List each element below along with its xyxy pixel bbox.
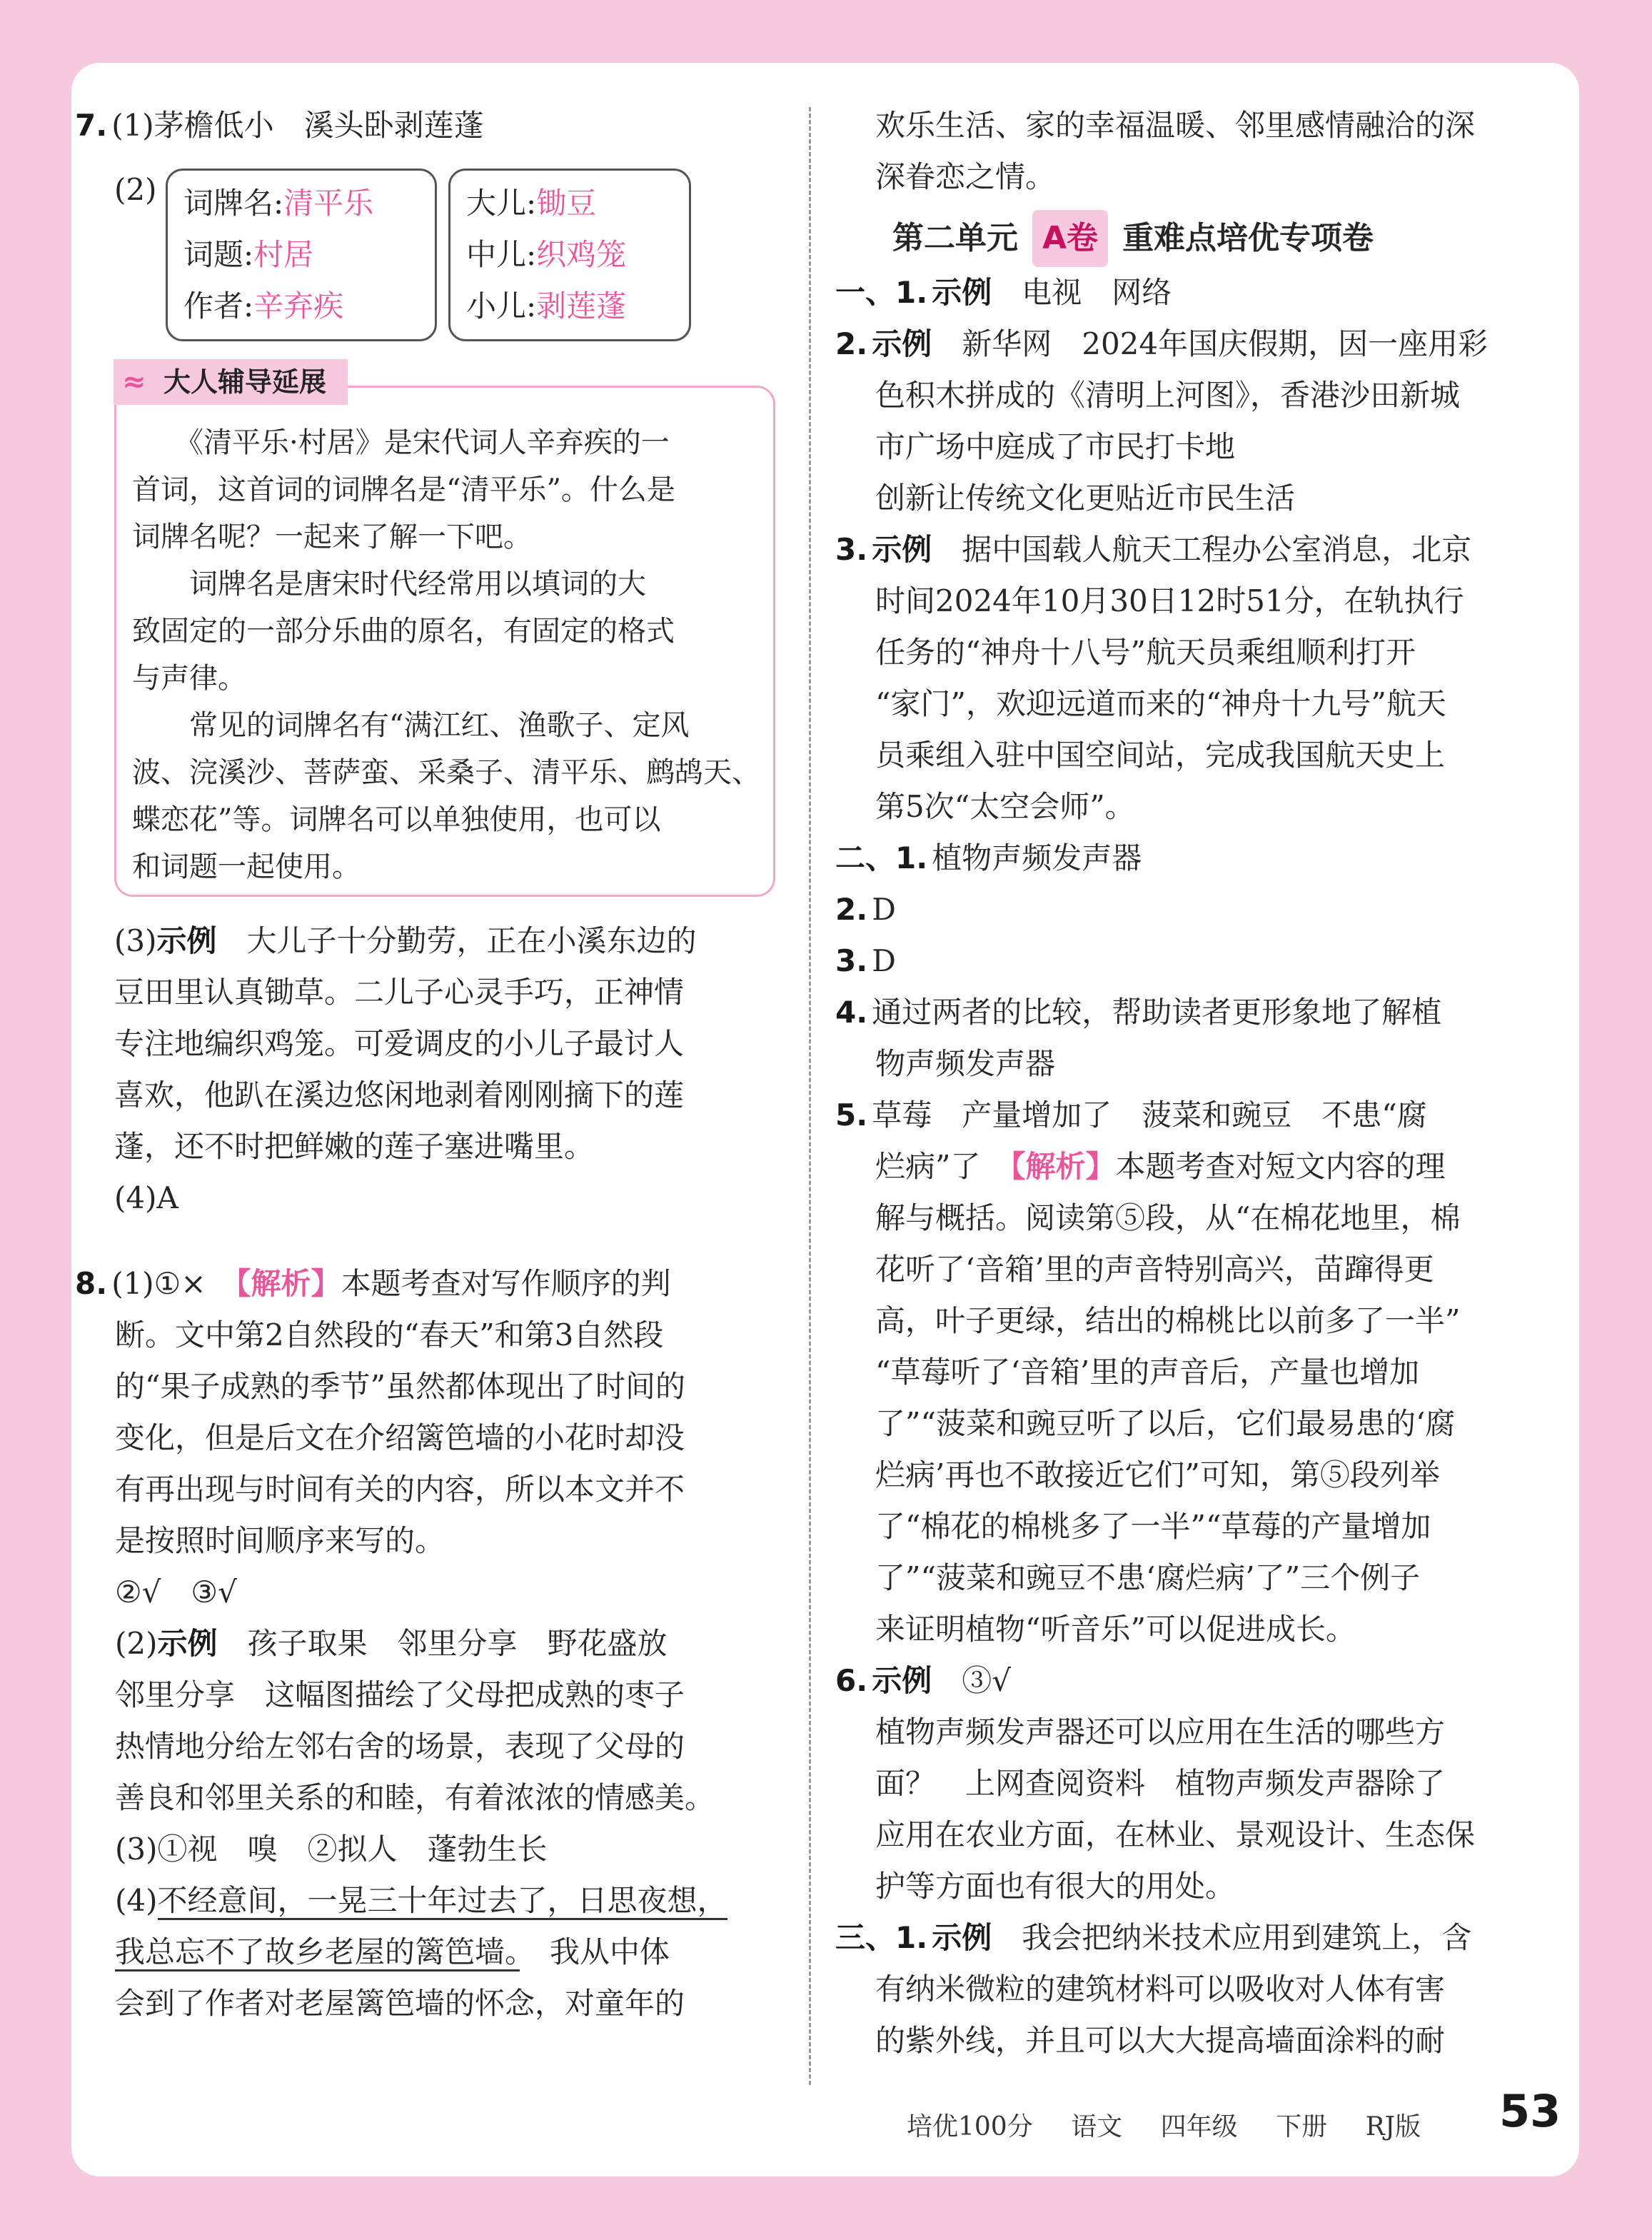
footer-book: 培优100分	[907, 2112, 1033, 2141]
cipai-row: 词牌名:清平乐	[183, 186, 374, 221]
a-paper-badge: A卷	[1032, 210, 1108, 267]
s1-q3: 3. 示例 据中国载人航天工程办公室消息，北京	[835, 532, 1472, 567]
s2-q3: 3. D	[835, 943, 896, 978]
q7-part1: 7. (1)茅檐低小 溪头卧剥莲蓬	[75, 108, 484, 143]
unit-section-title: 第二单元 A卷 重难点培优专项卷	[835, 210, 1556, 267]
middle-son-row: 中儿:织鸡笼	[466, 237, 627, 272]
page-footer	[907, 2106, 1451, 2143]
s1-q1: 一、1. 示例 电视 网络	[835, 275, 1172, 310]
right-column: 欢乐生活、家的幸福温暖、邻里感情融洽的深 深眷恋之情。 第二单元 A卷 重难点培优专项卷 一、1. 示例 电视 网络 2. 示例 新华网 2024年国庆假期，因一座用彩 色积木拼成的《清明上河图》，香港沙田新城 市广场中庭成了市民打卡地 创新让传统文化更贴近市民生活 3. 示例 据中国载人航天工程办公室消息，北京 时间2024年10月30日12时51分，在轨执行 任务的“神舟十八号”航天员乘组顺利打开 “家门”，欢迎远道而来的“神舟十九号”航天 员乘组入驻中国空间站，完成我国航天史上 第5次“太空会师”。 二、1. 植物声频发声器 2. D 3. D 4. 通过两者的比较，帮助读者更形象地了解植 物声频发声器 5. 草莓 产量增加了 菠菜和豌豆 不患“腐 烂病”了 【解析】本题考查对短文内容的理 解与概括。阅读第⑤段，从“在棉花地里，棉 花听了‘音箱’里的声音特别高兴，苗蹿得更 高，叶子更绿，结出的棉桃比以前多了一半” “草莓听了‘音箱’里的声音后，产量也增加 了”“菠菜和豌豆听了以后，它们最易患的‘腐 烂病’再也不敢接近它们”可知，第⑤段列举 了“棉花的棉桃多了一半”“草莓的产量增加 了”“菠菜和豌豆不患‘腐烂病’了”三个例子 来证明植物“听音乐”可以促进成长。 6. 示例 ③√ 植物声频发声器还可以应用在生活的哪些方 面？ 上网查阅资料 植物声频发声器除了 应用在农业方面，在林业、景观设计、生态保 护等方面也有很大的用处。 三、1. 示例 我会把纳米技术应用到建筑上，含 有纳米微粒的建筑材料可以吸收对人体有害 的紫外线，并且可以大大提高墙面涂料的耐	[835, 100, 1556, 2066]
left-column	[75, 100, 789, 151]
page-frame-left	[0, 0, 79, 2240]
q7-part2-label: (2)	[114, 172, 157, 207]
q8-part2: (2)示例 孩子取果 邻里分享 野花盛放	[115, 1626, 668, 1661]
s3-q1: 三、1. 示例 我会把纳米技术应用到建筑上，含	[835, 1920, 1472, 1955]
eldest-son-row: 大儿:锄豆	[466, 186, 597, 221]
footer-edition: RJ版	[1365, 2112, 1421, 2141]
footer-grade: 四年级	[1160, 2112, 1238, 2141]
citi-row: 词题:村居	[183, 237, 314, 272]
s2-q2: 2. D	[835, 892, 896, 927]
q8-part3: (3)①视 嗅 ②拟人 蓬勃生长	[115, 1832, 548, 1867]
q7-part4: (4)A	[114, 1180, 178, 1215]
q7-part3-4: (3)示例 大儿子十分勤劳，正在小溪东边的 豆田里认真锄草。二儿子心灵手巧，正神情 专注地编织鸡笼。可爱调皮的小儿子最讨人 喜欢，他趴在溪边悠闲地剥着刚刚摘下的莲 蓬，还不时把鲜嫩的莲子塞进嘴里。 (4)A	[114, 915, 800, 1224]
q8-part1-marks: ②√ ③√	[115, 1574, 237, 1609]
q8: 8. (1)①× 【解析】本题考查对写作顺序的判 断。文中第2自然段的“春天”和第3自然段 的“果子成熟的季节”虽然都体现出了时间的 变化，但是后文在介绍篱笆墙的小花时却没 有再出现与时间有关的内容，所以本文并不 是按照时间顺序来写的。 ②√ ③√ (2)示例 孩子取果 邻里分享 野花盛放 邻里分享 这幅图描绘了父母把成熟的枣子 热情地分给左邻右舍的场景，表现了父母的 善良和邻里关系的和睦，有着浓浓的情感美。 (3)①视 嗅 ②拟人 蓬勃生长 (4)不经意间，一晃三十年过去了，日思夜想， 我总忘不了故乡老屋的篱笆墙。 我从中体 会到了作者对老屋篱笆墙的怀念，对童年的	[75, 1258, 803, 2029]
footer-subject: 语文	[1071, 2112, 1123, 2141]
footer-volume: 下册	[1276, 2112, 1328, 2141]
parent-guidance-box	[114, 366, 775, 897]
q7-part3: (3)示例 大儿子十分勤劳，正在小溪东边的	[114, 923, 697, 958]
s1-q2: 2. 示例 新华网 2024年国庆假期，因一座用彩	[835, 326, 1489, 361]
s2-q4: 4. 通过两者的比较，帮助读者更形象地了解植	[835, 995, 1442, 1030]
author-row: 作者:辛弃疾	[183, 288, 344, 323]
s2-q6: 6. 示例 ③√	[835, 1663, 1011, 1698]
wave-icon: ≈	[122, 366, 146, 398]
youngest-son-row: 小儿:剥莲蓬	[466, 288, 627, 323]
column-divider	[809, 107, 811, 2085]
page-number: 53	[1499, 2085, 1561, 2137]
q8-part1: 8. (1)①× 【解析】本题考查对写作顺序的判	[75, 1266, 671, 1301]
s2-q1: 二、1. 植物声频发声器	[835, 840, 1142, 875]
page-frame-right	[1573, 0, 1652, 2240]
q8-part4: (4)不经意间，一晃三十年过去了，日思夜想，	[75, 1875, 803, 1927]
s2-q5: 5. 草莓 产量增加了 菠菜和豌豆 不患“腐	[835, 1098, 1427, 1132]
parent-guidance-body: 《清平乐·村居》是宋代词人辛弃疾的一 首词，这首词的词牌名是“清平乐”。什么是 词牌名呢？一起来了解一下吧。 词牌名是唐宋时代经常用以填词的大 致固定的一部分乐曲的原名，有固定的格式 与声律。 常见的词牌名有“满江红、渔歌子、定风 波、浣溪沙、菩萨蛮、采桑子、清平乐、鹧鸪天、 蝶恋花”等。词牌名可以单独使用，也可以 和词题一起使用。	[132, 426, 760, 883]
ci-info-box	[166, 169, 437, 341]
sons-box	[448, 169, 691, 341]
parent-guidance-title: ≈ 大人辅导延展	[114, 359, 348, 405]
